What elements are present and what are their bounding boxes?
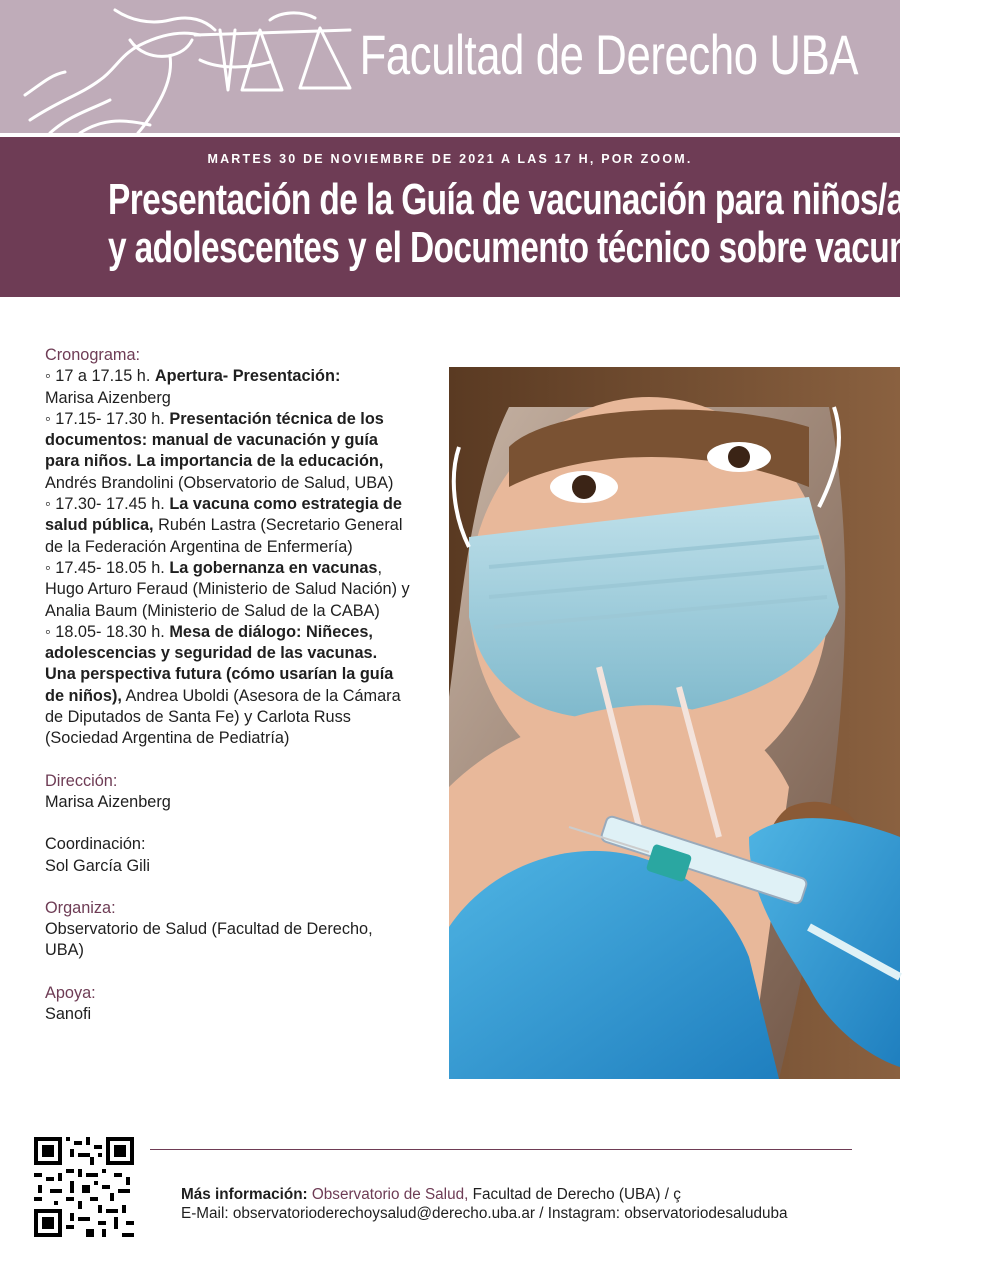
schedule-time: ◦ 17.45- 18.05 h. — [45, 558, 165, 577]
schedule-title: La vacuna como estrategia de salud pública, — [45, 495, 402, 535]
more-info-label: Más información: — [181, 1186, 308, 1203]
event-date: MARTES 30 DE NOVIEMBRE DE 2021 A LAS 17 H, POR ZOOM. — [207, 152, 693, 166]
more-info-rest: Facultad de Derecho (UBA) / ç — [472, 1186, 681, 1203]
coordinacion-value: Sol García Gili — [45, 856, 150, 875]
schedule-time: ◦ 17.30- 17.45 h. — [45, 495, 165, 514]
vaccination-photo — [449, 367, 900, 1079]
justice-statue-logo — [20, 0, 400, 133]
schedule-details: , Hugo Arturo Feraud (Ministerio de Salud Nación) y Analia Baum (Ministerio de Salud de la CABA) — [45, 558, 410, 620]
footer-divider — [150, 1149, 852, 1150]
schedule-time: ◦ 17.15- 17.30 h. — [45, 409, 165, 428]
direccion-value: Marisa Aizenberg — [45, 792, 171, 811]
more-info-line — [181, 1185, 788, 1204]
schedule-time: ◦ 17 a 17.15 h. — [45, 367, 151, 386]
schedule-details: Rubén Lastra (Secretario General de la Federación Argentina de Enfermería) — [45, 516, 403, 556]
faculty-title: Facultad de Derecho UBA — [359, 23, 858, 86]
schedule-item — [45, 494, 410, 558]
schedule-time: ◦ 18.05- 18.30 h. — [45, 622, 165, 641]
qr-code[interactable] — [34, 1137, 134, 1237]
schedule-details: Andrea Uboldi (Asesora de la Cámara de Diputados de Santa Fe) y Carlota Russ (Sociedad Argentina de Pediatría) — [45, 686, 401, 748]
direccion-label: Dirección: — [45, 771, 118, 790]
organiza-label: Organiza: — [45, 898, 116, 917]
schedule-details: Andrés Brandolini (Observatorio de Salud, UBA) — [45, 473, 394, 492]
header-banner — [0, 0, 900, 133]
contact-line[interactable]: E-Mail: observatorioderechoysalud@derecho.uba.ar / Instagram: observatoriodesaluduba — [181, 1205, 788, 1222]
schedule-item — [45, 409, 410, 494]
program-content — [45, 345, 410, 1025]
event-title-line-1: Presentación de la Guía de vacunación para niños/as — [108, 175, 923, 224]
schedule-item — [45, 366, 410, 409]
apoya-value: Sanofi — [45, 1005, 92, 1024]
more-info-org-link[interactable]: Observatorio de Salud, — [311, 1186, 469, 1203]
organiza-value: Observatorio de Salud (Facultad de Derecho, UBA) — [45, 920, 373, 960]
footer-info — [181, 1185, 788, 1223]
schedule-title: La gobernanza en vacunas — [169, 558, 378, 577]
schedule-item — [45, 622, 410, 750]
schedule-title: Presentación técnica de los documentos: manual de vacunación y guía para niños. La importancia de la educación, — [45, 409, 384, 471]
schedule-title: Apertura- Presentación: — [154, 367, 341, 386]
event-title-line-2: y adolescentes y el Documento técnico sobre vacunación — [108, 223, 993, 272]
schedule-item — [45, 558, 410, 622]
cronograma-label: Cronograma: — [45, 346, 141, 364]
coordinacion-label: Coordinación: — [45, 835, 146, 854]
schedule-title: Mesa de diálogo: Niñeces, adolescencias y seguridad de las vacunas. Una perspectiva futura (cómo usarían la guía de niños), — [45, 622, 394, 705]
apoya-label: Apoya: — [45, 983, 96, 1002]
schedule-details: Marisa Aizenberg — [45, 388, 171, 407]
event-title — [0, 175, 993, 272]
